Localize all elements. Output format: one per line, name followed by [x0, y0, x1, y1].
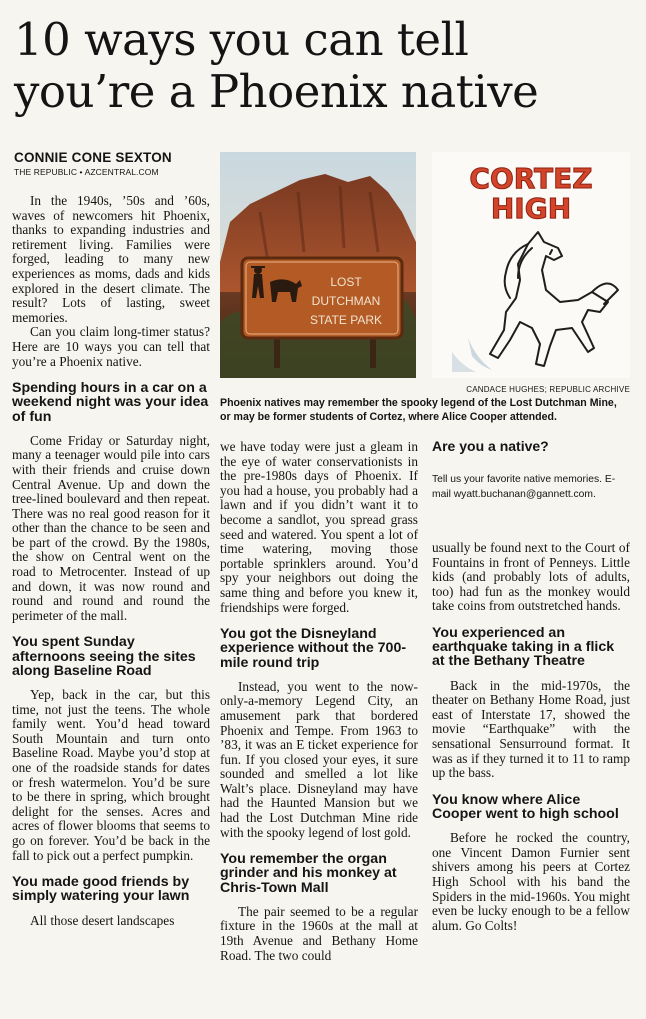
section-heading: You experienced an earthquake taking in a flick at the Bethany Theatre: [432, 624, 615, 670]
sign-line: STATE PARK: [309, 313, 383, 327]
photo-credit: CANDACE HUGHES; REPUBLIC ARCHIVE: [466, 385, 630, 394]
column-2: [220, 440, 418, 963]
cortez-high-logo: [432, 152, 630, 378]
headline: [14, 14, 634, 118]
section-body: The pair seemed to be a regular fixture in the 1960s at the mall at 19th Avenue and Bethany Home Road. The two could: [220, 903, 418, 963]
callout-heading: Are you a native?: [432, 438, 549, 454]
photo-caption: Phoenix natives may remember the spooky legend of the Lost Dutchman Mine, or may be former students of Cortez, where Alice Cooper attended.: [220, 397, 617, 423]
logo-line: HIGH: [490, 192, 572, 225]
intro-paragraph: In the 1940s, ’50s and ’60s, waves of newcomers hit Phoenix, thanks to expanding industries and retirement living. Families were forged, leading to many new experiences as moms, dads and kids explored in the desert climate. The result? Lots of lasting, sweet memories.: [12, 193, 210, 325]
section-heading: You spent Sunday afternoons seeing the sites along Baseline Road: [12, 634, 196, 679]
section-body: All those desert landscapes: [30, 912, 175, 928]
section-body: we have today were just a gleam in the eye of water conservationists in the pre-1980s days of Phoenix. If you had a house, you probably had a lawn and if you didn’t want it to become a sandlot, you spread grass seed and watered. You spent a lot of time watering, moving those portable sprinklers around. You’d spy your neighbors out doing the same thing and before you knew it, friendships were forged.: [220, 439, 418, 615]
section-body: Instead, you went to the now-only-a-memory Legend City, an amusement park that bordered Phoenix and Tempe. From 1963 to ’83, it was an E ticket experience for fun. If you closed your eyes, it sure sounded and smelled a lot like Walt’s place. Disneyland may have had the Haunted Mansion but we had the Lost Dutchman Mine ride with the spooky legend of lost gold.: [220, 678, 418, 840]
reader-callout-box: [432, 438, 630, 502]
section-heading: You made good friends by simply watering your lawn: [12, 874, 190, 905]
headline-line-2: you’re a Phoenix native: [14, 65, 539, 118]
headline-line-1: 10 ways you can tell: [14, 13, 469, 66]
sign-line: LOST: [330, 275, 362, 289]
byline: CONNIE CONE SEXTON: [14, 150, 172, 165]
column-1: [12, 194, 210, 928]
sign-line: DUTCHMAN: [311, 294, 381, 308]
section-body: Back in the mid-1970s, the theater on Bethany Home Road, just east of Interstate 17, showed the movie “Earthquake” with the sensational Sensurround format. It was as if they turned it to 11 to ramp up the bass.: [432, 677, 630, 781]
callout-body: Tell us your favorite native memories. E-mail wyatt.buchanan@gannett.com.: [432, 474, 616, 500]
section-heading: You got the Disneyland experience without the 700-mile round trip: [220, 626, 407, 671]
section-heading: You know where Alice Cooper went to high school: [432, 791, 619, 822]
section-heading: Spending hours in a car on a weekend night was your idea of fun: [12, 380, 209, 425]
intro-paragraph: Can you claim long-timer status? Here are 10 ways you can tell that you’re a Phoenix native.: [12, 324, 210, 369]
section-body: usually be found next to the Court of Fountains in front of Penneys. Little kids (and probably lots of adults, too) had fun as the monkey would take coins from outstretched hands.: [432, 540, 630, 614]
section-heading: You remember the organ grinder and his monkey at Chris-Town Mall: [220, 851, 397, 896]
section-body: Come Friday or Saturday night, many a teenager would pile into cars with their friends and cruise down Central Avenue. Up and down the tree-lined boulevard and then repeat. There was no real good reason for it other than the chance to be seen and be part of the crowd. By the 1980s, the show on Central went on the road to Metrocenter. Instead of up and down, it was now round and round and round and round the perimeter of the mall.: [12, 432, 210, 623]
byline-source: THE REPUBLIC • AZCENTRAL.COM: [14, 167, 159, 177]
lost-dutchman-photo: [220, 152, 416, 378]
logo-line: CORTEZ: [469, 162, 593, 195]
column-3: [432, 541, 630, 933]
section-body: Before he rocked the country, one Vincent Damon Furnier sent shivers among his peers at Cortez High School with his band the Spiders in the mid-1960s. You might even be lucky enough to be a fellow alum. Go Colts!: [432, 830, 630, 933]
section-body: Yep, back in the car, but this time, not just the teens. The whole family went. You’d head toward South Mountain and turn onto Baseline Road. Maybe you’d stop at one of the roadside stands for dates or fresh watermelon. You’d be sure to be there in spring, which brought delight for the senses. Acres and acres of flower blooms that seems to go on forever. You’d be back in the fall to pick out a perfect pumpkin.: [12, 687, 210, 863]
